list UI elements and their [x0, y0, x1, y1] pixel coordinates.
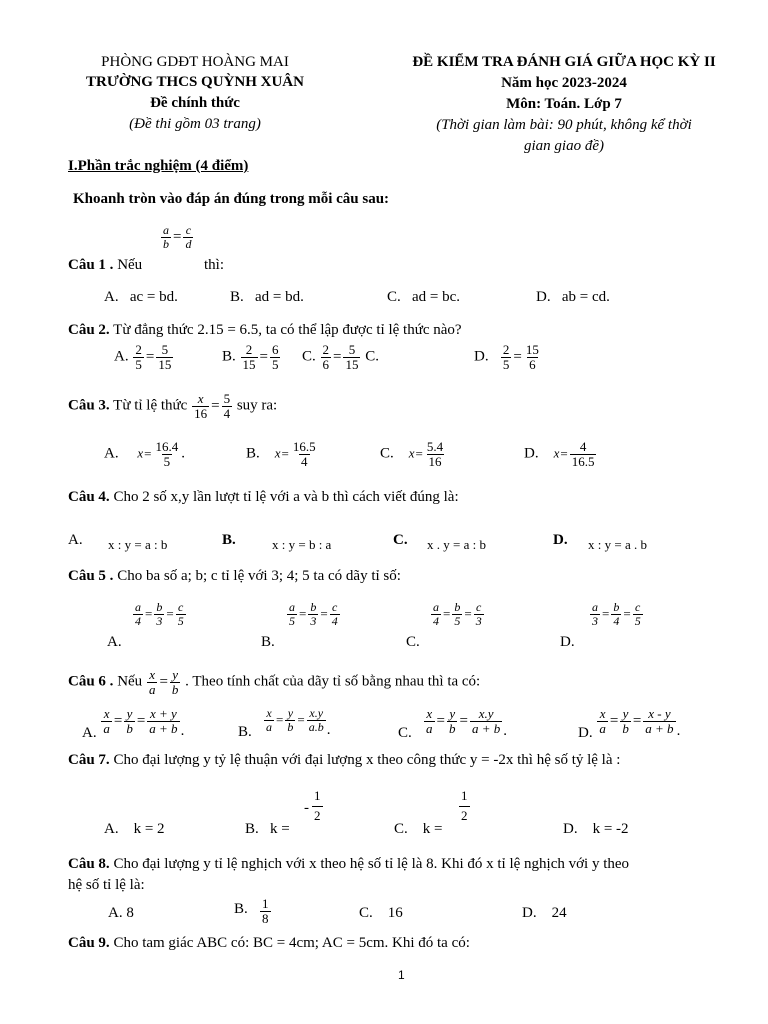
frac-den: 3: [475, 613, 482, 628]
department-name: PHÒNG GDĐT HOÀNG MAI: [101, 54, 289, 70]
question-8-line-2: hệ số tỉ lệ là:: [68, 877, 145, 893]
frac-den: 5: [502, 356, 510, 372]
frac-num: b: [454, 600, 461, 614]
question-2: [68, 322, 462, 339]
official-exam-label: Đề chính thức: [150, 95, 240, 111]
var-x: x: [274, 445, 281, 461]
frac-den: a: [599, 720, 606, 736]
frac-num: 2: [502, 342, 510, 357]
header-right: [378, 52, 750, 157]
question-text: Nếu: [117, 257, 143, 273]
question-7: [68, 752, 620, 769]
frac-den: 15: [242, 356, 256, 372]
question-text-end: . Theo tính chất của dãy tỉ số bằng nhau thì ta có:: [185, 673, 481, 690]
q6-option-c[interactable]: C. $\frac{x}{a}$ = $\frac{y}{b}$ = $\frac{x.y}{a + b}$ .: [398, 706, 507, 741]
option-letter: D.: [536, 289, 551, 305]
q3-option-a[interactable]: A. x= $\frac{16.4}{5}$ .: [104, 439, 185, 469]
option-letter: A.: [108, 905, 123, 921]
frac-num: 5: [223, 391, 231, 406]
frac-num: 2: [135, 342, 142, 357]
question-label: Câu 9.: [68, 935, 110, 951]
frac-den: 8: [262, 910, 269, 926]
q5-option-a[interactable]: A.: [107, 634, 122, 650]
q1-option-d[interactable]: [536, 289, 610, 306]
page-number: 1: [398, 968, 405, 982]
option-letter: C.: [393, 532, 408, 548]
q5-option-d[interactable]: D.: [560, 634, 575, 650]
frac-num: x + y: [150, 706, 177, 721]
q3-option-d[interactable]: D. x= $\frac{4}{16.5}$: [524, 439, 595, 469]
option-tail: .: [326, 721, 331, 738]
frac-den: 5: [454, 613, 461, 628]
frac-den: 15: [345, 356, 359, 372]
frac-num: x - y: [648, 706, 671, 721]
section-instruction: Khoanh tròn vào đáp án đúng trong mỗi câu sau:: [73, 191, 390, 207]
question-text-end: suy ra:: [236, 397, 278, 414]
frac-num: c: [635, 600, 641, 614]
frac-num: c: [178, 600, 184, 614]
var-x: x: [553, 445, 560, 461]
var-x: x: [408, 445, 415, 461]
question-label: Câu 5 .: [68, 568, 114, 584]
frac-num: a: [163, 223, 169, 237]
q5-option-d-expr: $\frac{a}{3}$ = $\frac{b}{4}$ = $\frac{c}{5}$: [592, 600, 641, 628]
frac-den: 15: [158, 356, 172, 372]
frac-num: 5: [161, 342, 169, 357]
frac-num: y: [126, 706, 133, 721]
frac-den: 4: [301, 453, 308, 469]
q8-option-a[interactable]: [108, 905, 134, 922]
q5-option-b-expr: $\frac{a}{5}$ = $\frac{b}{3}$ = $\frac{c}{4}$: [289, 600, 338, 628]
frac-num: y: [287, 706, 294, 720]
question-text: Cho đại lượng y tỷ lệ thuận với đại lượng x theo công thức y = -2x thì hệ số tỷ lệ là :: [113, 752, 621, 768]
frac-den: b: [448, 720, 456, 736]
option-letter: B.: [246, 445, 260, 462]
q3-option-c[interactable]: C. x= $\frac{5.4}{16}$: [380, 439, 444, 469]
frac-den: 5: [135, 356, 142, 372]
q2-option-d[interactable]: D. $\frac{2}{5}$ = $\frac{15}{6}$: [474, 342, 539, 372]
q5-option-c-expr: $\frac{a}{4}$ = $\frac{b}{5}$ = $\frac{c}{3}$: [433, 600, 482, 628]
q5-option-c[interactable]: C.: [406, 634, 420, 650]
question-6: Câu 6 . Nếu $\frac{x}{a}$ = $\frac{y}{b}$ . Theo tính chất của dãy tỉ số bằng nhau thì ta có:: [68, 667, 481, 697]
q4-option-c-text[interactable]: x . y = a : b: [427, 537, 486, 552]
option-letter: D.: [578, 724, 593, 741]
frac-num: 1: [262, 896, 269, 911]
question-text: Nếu: [117, 673, 143, 690]
frac-num: a: [592, 600, 598, 614]
frac-den: 3: [592, 613, 598, 628]
question-text: Từ đẳng thức 2.15 = 6.5, ta có thể lập được tỉ lệ thức nào?: [113, 322, 462, 338]
frac-den: a: [148, 681, 156, 697]
frac-num: c: [332, 600, 338, 614]
q7-option-d[interactable]: [563, 821, 629, 838]
frac-num: b: [310, 600, 317, 614]
q4-option-a-text[interactable]: x : y = a : b: [108, 537, 168, 552]
frac-den: 3: [156, 613, 163, 628]
frac-den: 4: [433, 613, 439, 628]
question-1: [68, 257, 142, 274]
q4-option-a[interactable]: [68, 532, 83, 549]
frac-num: x: [149, 667, 156, 682]
option-letter: C.: [394, 821, 408, 837]
frac-num: c: [476, 600, 482, 614]
option-suffix: C.: [365, 348, 379, 365]
frac-num: x.y: [309, 706, 324, 720]
exam-title: ĐỀ KIỂM TRA ĐÁNH GIÁ GIỮA HỌC KỲ II: [412, 54, 716, 70]
option-letter: A.: [114, 348, 129, 365]
frac-den: a: [426, 720, 433, 736]
question-3: Câu 3. Từ tỉ lệ thức $\frac{x}{16}$ = $\frac{5}{4}$ suy ra:: [68, 391, 278, 421]
frac-num: x: [103, 706, 110, 721]
var-x: x: [137, 445, 144, 461]
frac-num: 5.4: [426, 439, 444, 454]
frac-den: a + b: [471, 720, 501, 736]
frac-den: 16: [194, 405, 208, 421]
frac-num: x: [266, 706, 272, 720]
q7-option-a[interactable]: [104, 821, 165, 838]
option-tail: .: [503, 722, 507, 739]
option-letter: D.: [524, 445, 539, 462]
q7-option-c[interactable]: [394, 821, 442, 838]
option-letter: B.: [238, 723, 252, 740]
question-label: Câu 8.: [68, 856, 110, 872]
q4-option-c[interactable]: [393, 532, 408, 549]
minus-sign: -: [304, 799, 309, 816]
q2-option-b[interactable]: B. $\frac{2}{15}$ = $\frac{6}{5}$: [222, 342, 279, 372]
frac-num: 16.5: [292, 439, 316, 454]
option-letter: B.: [222, 348, 236, 365]
frac-den: 6: [322, 356, 330, 372]
frac-num: x: [426, 706, 433, 721]
option-text: ad = bc.: [412, 289, 461, 305]
option-letter: D.: [553, 532, 568, 548]
frac-den: 16.5: [571, 453, 595, 469]
question-text: Cho đại lượng y tỉ lệ nghịch với x theo hệ số tỉ lệ là 8. Khi đó x tỉ lệ nghịch với y theo: [113, 856, 630, 872]
option-text: k = 2: [133, 821, 165, 837]
frac-num: 1: [461, 788, 468, 803]
frac-num: a: [433, 600, 439, 614]
option-letter: B.: [222, 532, 236, 548]
question-8: [68, 856, 629, 873]
q5-option-b[interactable]: B.: [261, 634, 275, 650]
question-9: [68, 935, 470, 952]
page-count-note: (Đề thi gồm 03 trang): [129, 116, 261, 132]
q4-option-d[interactable]: [553, 532, 568, 549]
header-left: [40, 52, 350, 135]
q1-option-c[interactable]: [387, 289, 460, 306]
frac-num: x: [197, 391, 204, 406]
frac-den: 5: [271, 356, 279, 372]
frac-num: 1: [314, 788, 321, 803]
frac-den: a: [266, 719, 273, 734]
school-name: TRƯỜNG THCS QUỲNH XUÂN: [86, 74, 304, 90]
frac-num: y: [622, 706, 629, 721]
option-text: 8: [126, 905, 134, 921]
frac-den: 4: [613, 613, 620, 628]
q1-post-text: thì:: [204, 257, 225, 273]
option-letter: D.: [522, 905, 537, 921]
frac-num: 15: [525, 342, 539, 357]
question-label: Câu 7.: [68, 752, 110, 768]
option-text: 24: [551, 905, 567, 921]
frac-num: 2: [322, 342, 330, 357]
q4-option-b-text[interactable]: x : y = b : a: [272, 537, 332, 552]
q6-option-b[interactable]: B. $\frac{x}{a}$ = $\frac{y}{b}$ = $\frac{x.y}{a.b}$ .: [238, 706, 331, 740]
option-letter: C.: [398, 724, 412, 741]
option-letter: A.: [68, 532, 83, 548]
subject-grade: Môn: Toán. Lớp 7: [506, 96, 622, 112]
frac-den: 6: [529, 356, 536, 372]
frac-num: a: [289, 600, 295, 614]
option-text: ad = bd.: [255, 289, 304, 305]
frac-den: b: [163, 236, 169, 251]
section-title: I.Phần trắc nghiệm (4 điểm): [68, 158, 249, 174]
frac-den: 16: [428, 453, 442, 469]
frac-num: 6: [271, 342, 279, 357]
frac-den: b: [287, 719, 294, 734]
option-letter: C.: [387, 289, 401, 305]
frac-den: b: [622, 720, 629, 736]
option-text: k =: [422, 821, 443, 837]
frac-den: 5: [634, 613, 641, 628]
option-letter: B.: [234, 900, 248, 917]
q1-option-a[interactable]: [104, 289, 178, 306]
frac-den: b: [171, 681, 179, 697]
question-label: Câu 3.: [68, 397, 110, 414]
frac-num: x.y: [478, 706, 494, 721]
frac-num: c: [185, 223, 192, 237]
option-text: k =: [270, 821, 290, 837]
frac-den: a + b: [645, 720, 674, 736]
time-note-line-2: gian giao đề): [524, 138, 604, 154]
frac-den: 5: [163, 453, 171, 469]
frac-den: d: [185, 236, 192, 251]
q2-option-c[interactable]: C. $\frac{2}{6}$ = $\frac{5}{15}$ C.: [302, 342, 379, 372]
frac-den: 4: [223, 405, 231, 421]
q2-option-a[interactable]: A. $\frac{2}{5}$ = $\frac{5}{15}$: [114, 342, 172, 372]
option-letter: A.: [104, 821, 119, 837]
q6-option-a[interactable]: A. $\frac{x}{a}$ = $\frac{y}{b}$ = $\frac{x + y}{a + b}$ .: [82, 706, 185, 741]
option-letter: A.: [82, 724, 97, 741]
frac-den: 5: [177, 613, 184, 628]
option-letter: B.: [245, 821, 259, 837]
q5-option-a-expr: $\frac{a}{4}$ = $\frac{b}{3}$ = $\frac{c}{5}$: [135, 600, 184, 628]
option-text: k = -2: [592, 821, 629, 837]
option-letter: C.: [380, 445, 394, 462]
option-letter: A.: [104, 445, 119, 462]
frac-num: b: [613, 600, 620, 614]
option-letter: C.: [302, 348, 316, 365]
question-text: Cho 2 số x,y lần lượt tỉ lệ với a và b thì cách viết đúng là:: [113, 489, 459, 505]
question-label: Câu 1 .: [68, 257, 114, 273]
frac-den: a: [103, 720, 110, 736]
question-text: Từ tỉ lệ thức: [113, 397, 188, 414]
option-text: 16: [387, 905, 403, 921]
option-text: ab = cd.: [561, 289, 610, 305]
frac-den: 5: [289, 613, 295, 628]
frac-num: y: [449, 706, 456, 721]
q8-option-b[interactable]: [234, 897, 272, 925]
option-tail: .: [181, 445, 185, 462]
question-label: Câu 6 .: [68, 673, 114, 690]
question-label: Câu 2.: [68, 322, 110, 338]
frac-num: 4: [579, 439, 587, 454]
frac-den: b: [126, 720, 133, 736]
frac-num: b: [156, 600, 163, 614]
q8-option-d[interactable]: [522, 905, 567, 922]
option-letter: A.: [104, 289, 119, 305]
option-text: ac = bd.: [129, 289, 178, 305]
option-letter: D.: [563, 821, 578, 837]
frac-num: 2: [245, 342, 253, 357]
q7-option-b[interactable]: [245, 821, 290, 838]
option-letter: B.: [230, 289, 244, 305]
q1-option-b[interactable]: [230, 289, 304, 306]
q8-option-c[interactable]: [359, 905, 403, 922]
q6-option-d[interactable]: D. $\frac{x}{a}$ = $\frac{y}{b}$ = $\frac{x - y}{a + b}$ .: [578, 706, 681, 741]
question-text: Cho tam giác ABC có: BC = 4cm; AC = 5cm. Khi đó ta có:: [113, 935, 470, 951]
frac-num: 5: [348, 342, 356, 357]
question-4: [68, 489, 459, 506]
frac-den: 2: [459, 806, 470, 826]
option-letter: D.: [474, 348, 489, 365]
option-tail: .: [180, 722, 185, 739]
q3-option-b[interactable]: B. x= $\frac{16.5}{4}$: [246, 439, 316, 469]
frac-den: 4: [331, 613, 338, 628]
q4-option-b[interactable]: [222, 532, 236, 549]
frac-den: 4: [135, 613, 141, 628]
time-note-line-1: (Thời gian làm bài: 90 phút, không kể thời: [436, 117, 692, 133]
q7-option-b-value: [304, 787, 324, 826]
frac-den: 3: [310, 613, 317, 628]
q1-proportion: $\frac{a}{b}$ = $\frac{c}{d}$: [163, 223, 192, 251]
frac-den: a.b: [308, 719, 324, 734]
frac-num: x: [599, 706, 606, 721]
question-5: [68, 568, 401, 585]
question-label: Câu 4.: [68, 489, 110, 505]
option-tail: .: [676, 722, 681, 739]
q4-option-d-text[interactable]: x : y = a . b: [588, 537, 647, 552]
frac-num: a: [135, 600, 141, 614]
frac-den: 2: [312, 806, 323, 826]
q7-option-c-value: [458, 787, 471, 826]
frac-den: a + b: [149, 720, 178, 736]
frac-num: y: [172, 667, 179, 682]
frac-num: 16.4: [155, 439, 179, 454]
option-letter: C.: [359, 905, 373, 921]
question-text: Cho ba số a; b; c tỉ lệ với 3; 4; 5 ta có dãy tỉ số:: [117, 568, 401, 584]
school-year: Năm học 2023-2024: [501, 75, 627, 91]
